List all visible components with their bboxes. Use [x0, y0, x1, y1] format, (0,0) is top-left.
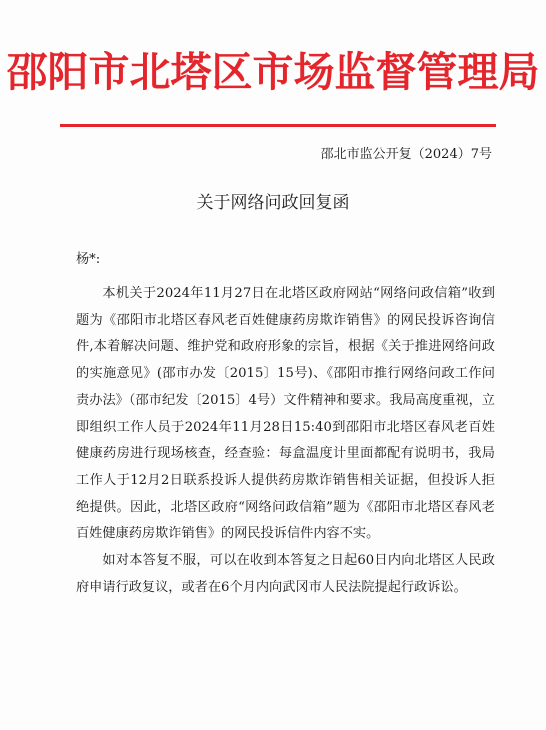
- body-paragraph: 本机关于2024年11月27日在北塔区政府网站“网络问政信箱”收到题为《邵阳市北塔区春风老百姓健康药房欺诈销售》的网民投诉咨询信件,本着解决问题、维护党和政府形象的宗旨，根据《关于推进网络问政的实施意见》(邵市办发〔2015〕15号)、《邵阳市推行网络问政工作问责办法》（邵市纪发〔2015〕4号）文件精神和要求。我局高度重视，立即组织工作人员于2024年11月28日15:40到邵阳市北塔区春风老百姓健康药房进行现场核查，经查验：每盒温度计里面都配有说明书，我局工作人于12月2日联系投诉人提供药房欺诈销售相关证据，但投诉人拒绝提供。因此，北塔区政府“网络问政信箱”题为《邵阳市北塔区春风老百姓健康药房欺诈销售》的网民投诉信件内容不实。: [76, 286, 495, 542]
- document-number: 邵北市监公开复（2024）7号: [320, 147, 492, 162]
- letterhead-org-name: 邵阳市北塔区市场监督管理局: [6, 48, 540, 96]
- document-title: 关于网络问政回复函: [196, 193, 350, 213]
- body-paragraph: 如对本答复不服，可以在收到本答复之日起60日内向北塔区人民政府申请行政复议，或者在6个月内向武冈市人民法院提起行政诉讼。: [76, 553, 495, 595]
- letterhead-red-rule: [60, 124, 496, 127]
- document-body: [76, 281, 495, 601]
- salutation: 杨*:: [76, 252, 101, 267]
